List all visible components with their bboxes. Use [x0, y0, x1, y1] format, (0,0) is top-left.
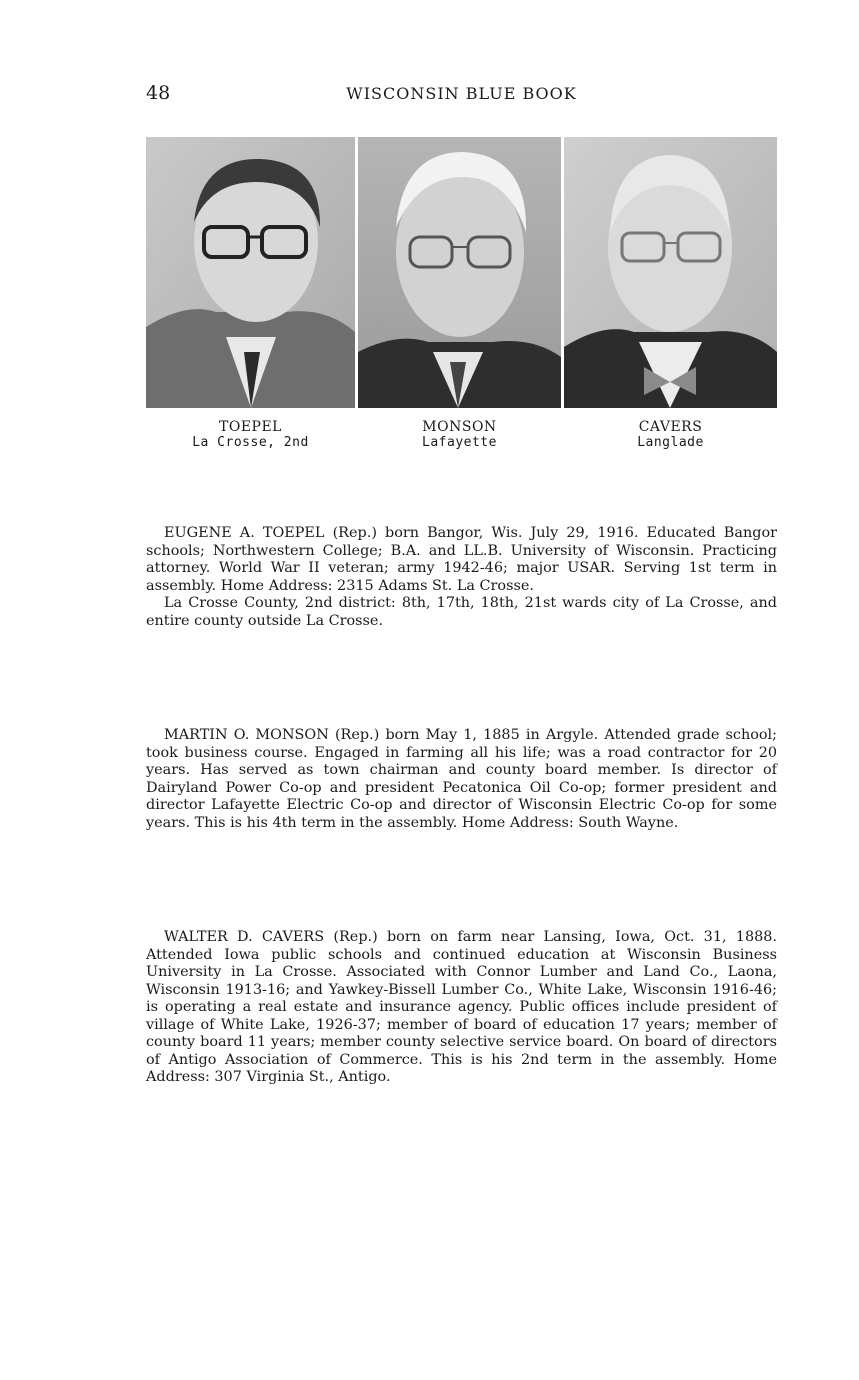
portrait-monson: [358, 137, 561, 408]
member-district: Lafayette: [422, 435, 497, 450]
member-district: La Crosse, 2nd: [192, 435, 309, 450]
member-name: TOEPEL: [219, 419, 282, 435]
caption-cavers: [564, 420, 777, 450]
portrait-toepel: [146, 137, 355, 408]
member-name: CAVERS: [638, 419, 703, 435]
district-description: La Crosse County, 2nd district: 8th, 17th, 18th, 21st wards city of La Crosse, and entire county outside La Crosse.: [146, 595, 777, 629]
bio-paragraph: WALTER D. CAVERS (Rep.) born on farm near Lansing, Iowa, Oct. 31, 1888. Attended Iowa public schools and continued education at Wisconsin Business University in La Crosse. Associated with Connor Lumber and Land Co., Laona, Wisconsin 1913-16; and Yawkey-Bissell Lumber Co., White Lake, Wisconsin 1916-46; is operating a real estate and insurance agency. Public offices include president of village of White Lake, 1926-37; member of board of education 17 years; member of county board 11 years; member county selective service board. On board of directors of Antigo Association of Commerce. This is his 2nd term in the assembly. Home Address: 307 Virginia St., Antigo.: [146, 929, 777, 1085]
bio-monson: [146, 727, 777, 832]
bio-paragraph: EUGENE A. TOEPEL (Rep.) born Bangor, Wis. July 29, 1916. Educated Bangor schools; Northwestern College; B.A. and LL.B. University of Wisconsin. Practicing attorney. World War II veteran; army 1942-46; major USAR. Serving 1st term in assembly. Home Address: 2315 Adams St. La Crosse.: [146, 525, 777, 594]
page-number: 48: [146, 82, 171, 104]
bio-toepel: [146, 525, 777, 630]
running-title: WISCONSIN BLUE BOOK: [346, 84, 577, 103]
caption-monson: [358, 420, 561, 450]
member-name: MONSON: [422, 419, 497, 435]
portrait-row: [146, 137, 777, 408]
bio-paragraph: MARTIN O. MONSON (Rep.) born May 1, 1885 in Argyle. Attended grade school; took business course. Engaged in farming all his life; was a road contractor for 20 years. Has served as town chairman and county board member. Is director of Dairyland Power Co-op and president Pecatonica Oil Co-op; former president and director Lafayette Electric Co-op and director of Wisconsin Electric Co-op for some years. This is his 4th term in the assembly. Home Address: South Wayne.: [146, 727, 777, 831]
portrait-cavers: [564, 137, 777, 408]
member-district: Langlade: [637, 435, 704, 450]
caption-toepel: [146, 420, 355, 450]
page-header: [146, 82, 777, 112]
bio-cavers: [146, 929, 777, 1087]
